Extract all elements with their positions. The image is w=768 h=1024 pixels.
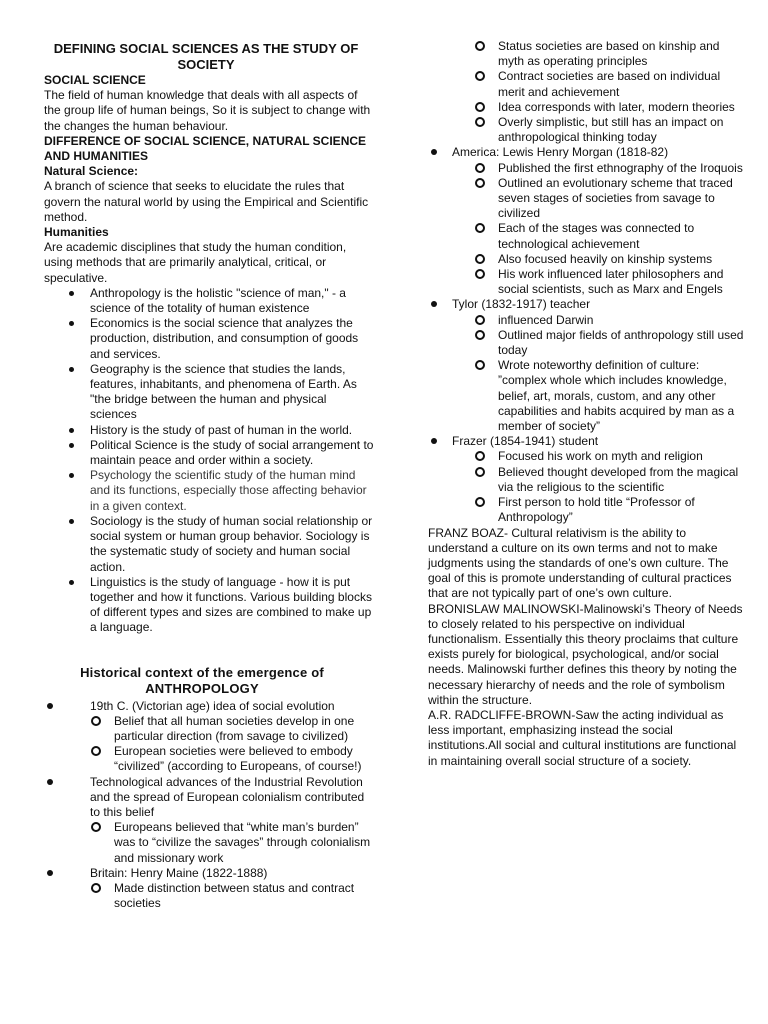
list-item: Geography is the science that studies the lands, features, inhabitants, and phenomena of Earth. As "the bridge between the human and physical sciences	[44, 362, 374, 423]
radcliffe-brown-paragraph: A.R. RADCLIFFE-BROWN-Saw the acting individual as less important, emphasizing instead the social institutions.All social and cultural institutions are functional in maintaining overall social structure of a society.	[428, 707, 737, 768]
list-item	[428, 297, 746, 434]
social-science-heading: SOCIAL SCIENCE	[44, 73, 146, 87]
difference-heading: DIFFERENCE OF SOCIAL SCIENCE, NATURAL SCIENCE AND HUMANITIES	[44, 133, 367, 164]
history-heading: Historical context of the emergence of ANTHROPOLOGY	[80, 664, 324, 696]
sub-list-item: Each of the stages was connected to technological achievement	[474, 221, 746, 251]
list-item: Economics is the social science that analyzes the production, distribution, and consumption of goods and services.	[44, 316, 374, 362]
sub-list-item: Contract societies are based on individual merit and achievement	[474, 69, 746, 99]
history-list	[44, 699, 374, 912]
list-item-text: Technological advances of the Industrial Revolution and the spread of European colonialism contributed to this belief	[90, 774, 365, 819]
list-item-text: Frazer (1854-1941) student	[452, 434, 599, 449]
humanities-definition: Are academic disciplines that study the human condition, using methods that are primarily analytical, critical, or speculative.	[44, 240, 347, 285]
sub-list-item: Status societies are based on kinship and myth as operating principles	[474, 39, 746, 69]
sub-list	[44, 820, 374, 866]
list-item	[428, 145, 746, 297]
sub-list-item: Focused his work on myth and religion	[474, 449, 746, 464]
sub-list	[44, 714, 374, 775]
right-column	[428, 0, 746, 769]
sub-list-item: Wrote noteworthy definition of culture: ”complex whole which includes knowledge, belief, art, morals, custom, and any other capabilities and habits acquired by man as a member of society”	[474, 358, 746, 434]
people-list	[428, 145, 746, 525]
sub-list-item: Outlined an evolutionary scheme that traced seven stages of societies from savage to civilized	[474, 176, 746, 222]
list-item: Anthropology is the holistic "science of man," - a science of the totality of human existence	[44, 286, 374, 316]
boaz-paragraph: FRANZ BOAZ- Cultural relativism is the ability to understand a culture on its own terms and not to make judgments using the standards of one’s own culture. The goal of this is promote understanding of cultural practices that are not typically part of one’s own culture.	[428, 525, 732, 601]
document-title: DEFINING SOCIAL SCIENCES AS THE STUDY OF SOCIETY	[53, 41, 359, 72]
natural-science-definition: A branch of science that seeks to elucidate the rules that govern the natural world by using the Empirical and Scientific method.	[44, 179, 369, 224]
sub-list-item: Made distinction between status and contract societies	[90, 881, 374, 911]
sub-list-item: Belief that all human societies develop in one particular direction (from savage to civilized)	[90, 714, 374, 744]
list-item: Psychology the scientific study of the human mind and its functions, especially those affecting behavior in a given context.	[44, 468, 374, 514]
sub-list-item: European societies were believed to embody “civilized” (according to Europeans, of course!)	[90, 744, 374, 774]
sub-list	[452, 313, 746, 435]
malinowski-paragraph: BRONISLAW MALINOWSKI-Malinowski’s Theory of Needs to closely related to his perspective on individual functionalism. Essentially this theory proclaims that culture exists purely for biological, psychological, and/or social needs. Malinowski further defines this theory by noting the necessary hierarchy of needs and the role of symbolism within the structure.	[428, 601, 743, 707]
list-item	[44, 775, 374, 866]
list-item: Sociology is the study of human social relationship or social system or human group behavior. Sociology is the systematic study of society and human social action.	[44, 514, 374, 575]
humanities-heading: Humanities	[44, 225, 109, 240]
list-item: Linguistics is the study of language - how it is put together and how it functions. Various building blocks of different types and sizes are combined to make up a language.	[44, 575, 374, 636]
list-item	[428, 434, 746, 525]
sub-list-item: Idea corresponds with later, modern theories	[474, 100, 746, 115]
disciplines-list	[44, 286, 374, 636]
sub-list-item: First person to hold title “Professor of Anthropology”	[474, 495, 746, 525]
sub-list	[452, 449, 746, 525]
sub-list	[44, 881, 374, 911]
natural-science-heading: Natural Science:	[44, 164, 139, 179]
sub-list-item: Also focused heavily on kinship systems	[474, 252, 746, 267]
left-column	[44, 0, 374, 911]
sub-list	[452, 161, 746, 298]
list-item: Political Science is the study of social arrangement to maintain peace and order within a society.	[44, 438, 374, 468]
sub-list-item: influenced Darwin	[474, 313, 746, 328]
sub-list-item: Published the first ethnography of the Iroquois	[474, 161, 746, 176]
list-item-text: Tylor (1832-1917) teacher	[452, 297, 591, 312]
sub-list-item: Overly simplistic, but still has an impact on anthropological thinking today	[474, 115, 746, 145]
list-item-text: 19th C. (Victorian age) idea of social evolution	[90, 698, 335, 713]
list-item-text: America: Lewis Henry Morgan (1818-82)	[452, 145, 669, 160]
list-item: History is the study of past of human in the world.	[44, 423, 374, 438]
sub-list-item: Outlined major fields of anthropology still used today	[474, 328, 746, 358]
sub-list-item: Europeans believed that “white man’s burden” was to “civilize the savages” through colonialism and missionary work	[90, 820, 374, 866]
list-item	[44, 866, 374, 912]
list-item-text: Britain: Henry Maine (1822-1888)	[90, 865, 268, 880]
social-science-definition: The field of human knowledge that deals with all aspects of the group life of human beings, So it is subject to change with the changes the human behaviour.	[44, 88, 371, 133]
maine-sub-list	[428, 39, 746, 145]
sub-list-item: His work influenced later philosophers and social scientists, such as Marx and Engels	[474, 267, 746, 297]
list-item	[44, 699, 374, 775]
sub-list-item: Believed thought developed from the magical via the religious to the scientific	[474, 465, 746, 495]
